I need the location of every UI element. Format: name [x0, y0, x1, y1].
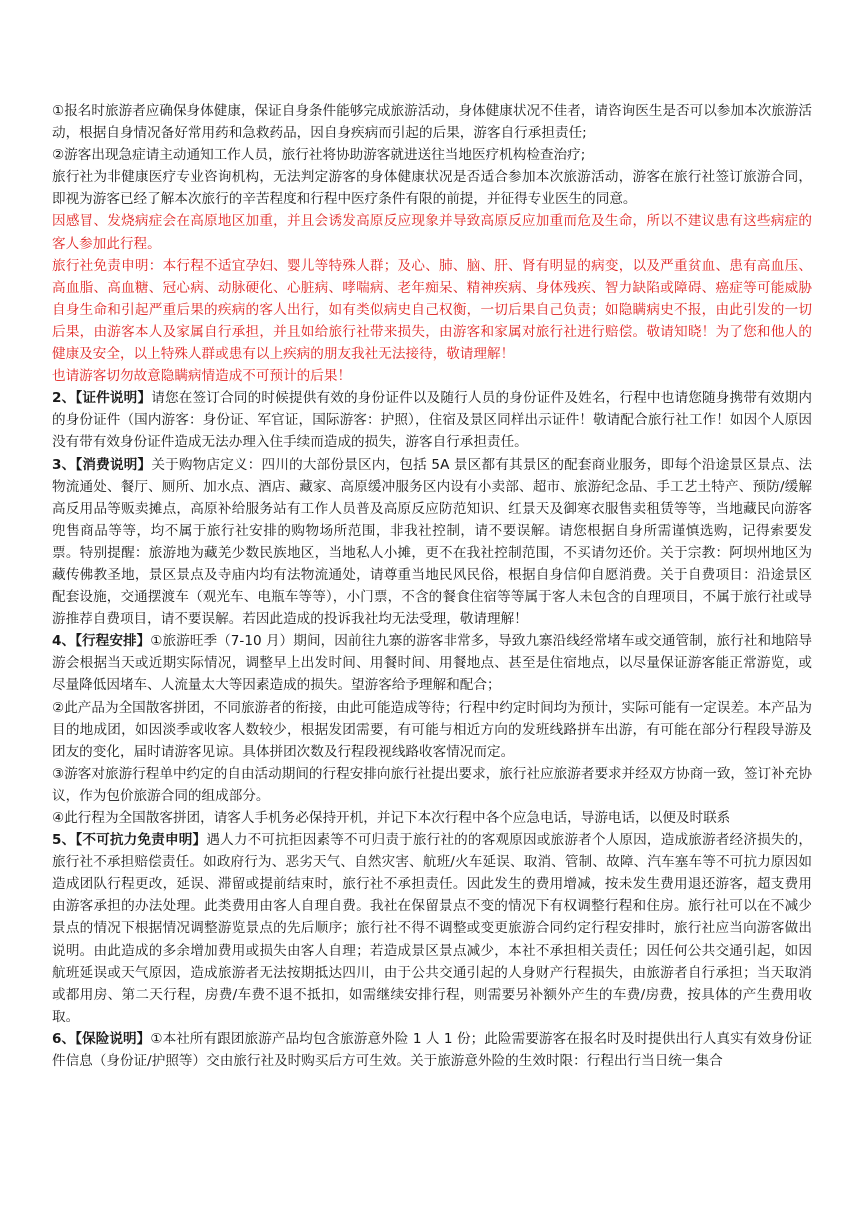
section-text: ①旅游旺季（7-10 月）期间，因前往九寨的游客非常多，导致九寨沿线经常堵车或交通管制，旅行社和地陪导游会根据当天或近期实际情况，调整早上出发时间、用餐时间、用餐地点、甚至是住宿地点，以尽量保证游客能正常游览，或尽量降低因堵车、人流量太大等因素造成的损失。望游客给予理解和配合； [52, 633, 812, 694]
section-force-majeure [52, 829, 812, 1028]
section-heading: 4、【行程安排】 [52, 633, 151, 650]
document-page [52, 100, 812, 1072]
itinerary-paragraph-3: ③游客对旅游行程单中约定的自由活动期间的行程安排向旅行社提出要求，旅行社应旅游者要求并经双方协商一致，签订补充协议，作为包价旅游合同的组成部分。 [52, 765, 812, 804]
health-paragraph-2: ②游客出现急症请主动通知工作人员，旅行社将协助游客就进送往当地医疗机构检查治疗; [52, 147, 586, 164]
section-heading: 6、【保险说明】 [52, 1030, 151, 1047]
section-heading: 5、【不可抗力免责申明】 [52, 832, 207, 849]
section-documents [52, 387, 812, 453]
section-text: 请您在签订合同的时候提供有效的身份证件以及随行人员的身份证件及姓名，行程中也请您随身携带有效期内的身份证件（国内游客：身份证、军官证，国际游客：护照），住宿及景区同样出示证件！敬请配合旅行社工作！如因个人原因没有带有效身份证件造成无法办理入住手续而造成的损失，游客自行承担责任。 [52, 390, 812, 451]
section-heading: 3、【消费说明】 [52, 456, 152, 473]
itinerary-paragraph-4: ④此行程为全国散客拼团，请客人手机务必保持开机，并记下本次行程中各个应急电话，导游电话，以便及时联系 [52, 810, 731, 826]
health-warning-3: 也请游客切勿故意隐瞒病情造成不可预计的后果！ [52, 368, 352, 385]
section-itinerary [52, 630, 812, 696]
health-paragraph-3: 旅行社为非健康医疗专业咨询机构，无法判定游客的身体健康状况是否适合参加本次旅游活动，游客在旅行社签订旅游合同，即视为游客已经了解本次旅行的辛苦程度和行程中医疗条件有限的前提，并征得专业医生的同意。 [52, 169, 812, 208]
section-text: 遇人力不可抗拒因素等不可归责于旅行社的的客观原因或旅游者个人原因，造成旅游者经济损失的，旅行社不承担赔偿责任。如政府行为、恶劣天气、自然灾害、航班/火车延误、取消、管制、故障、汽车塞车等不可抗力原因如造成团队行程更改，延误、滞留或提前结束时，旅行社不承担责任。因此发生的费用增减，按未发生费用退还游客，超支费用由游客承担的办法处理。此类费用由客人自理自费。我社在保留景点不变的情况下有权调整行程和住房。旅行社可以在不减少景点的情况下根据情况调整游览景点的先后顺序；旅行社不得不调整或变更旅游合同约定行程安排时，旅行社应当向游客做出说明。由此造成的多余增加费用或损失由客人自理；若造成景区景点减少，本社不承担相关责任；因任何公共交通引起，如因航班延误或天气原因，造成旅游者无法按期抵达四川，由于公共交通引起的人身财产行程损失，由旅游者自行承担；当天取消或都用房、第二天行程，房费/车费不退不抵扣，如需继续安排行程，则需要另补额外产生的车费/房费，按具体的产生费用收取。 [52, 832, 812, 1025]
itinerary-paragraph-2: ②此产品为全国散客拼团，不同旅游者的衔接，由此可能造成等待；行程中约定时间均为预计，实际可能有一定误差。本产品为目的地成团，如因淡季或收客人数较少，根据发团需要，有可能与相近方向的发班线路拼车出游，有可能在部分行程段导游及团友的变化，届时请游客见谅。具体拼团次数及行程段视线路收客情况而定。 [52, 699, 812, 760]
health-paragraph-1: ①报名时旅游者应确保身体健康，保证自身条件能够完成旅游活动，身体健康状况不佳者，请咨询医生是否可以参加本次旅游活动，根据自身情况备好常用药和急救药品，因自身疾病而引起的后果，游客自行承担责任; [52, 103, 812, 142]
section-insurance [52, 1028, 812, 1072]
health-warning-1: 因感冒、发烧病症会在高原地区加重，并且会诱发高原反应现象并导致高原反应加重而危及生命，所以不建议患有这些病症的客人参加此行程。 [52, 213, 812, 252]
disclaimer-warning: 旅行社免责申明：本行程不适宜孕妇、婴儿等特殊人群；及心、肺、脑、肝、肾有明显的病变，以及严重贫血、患有高血压、高血脂、高血糖、冠心病、动脉硬化、心脏病、哮喘病、老年痴呆、精神疾病、身体残疾、智力缺陷或障碍、癌症等可能威胁自身生命和引起严重后果的疾病的客人出行，如有类似病史自己权衡，一切后果自己负责；如隐瞒病史不报，由此引发的一切后果，由游客本人及家属自行承担，并且如给旅行社带来损失，由游客和家属对旅行社进行赔偿。敬请知晓！为了您和他人的健康及安全，以上特殊人群或患有以上疾病的朋友我社无法接待，敬请理解！ [52, 257, 812, 363]
section-text: 关于购物店定义：四川的大部份景区内，包括 5A 景区都有其景区的配套商业服务，即每个沿途景区景点、法物流通处、餐厅、厕所、加水点、酒店、藏家、高原缓冲服务区内设有小卖部、超市、旅游纪念品、手工艺土特产、预防/缓解高反用品等贩卖摊点，高原补给服务站有工作人员普及高原反应防范知识、红景天及御寒衣服售卖租赁等等，当地藏民向游客兜售商品等等，均不属于旅行社安排的购物场所范围，非我社控制，请不要误解。请您根据自身所需谨慎选购，记得索要发票。特别提醒：旅游地为藏羌少数民族地区，当地私人小摊，更不在我社控制范围，不买请勿还价。关于宗教：阿坝州地区为藏传佛教圣地，景区景点及寺庙内均有法物流通处，请尊重当地民风民俗，根据自身信仰自愿消费。关于自费项目：沿途景区配套设施，交通摆渡车（观光车、电瓶车等等），小门票，不含的餐食住宿等等属于客人未包含的自理项目，不属于旅行社或导游推荐自费项目，请不要误解。若因此造成的投诉我社均无法受理，敬请理解！ [52, 456, 812, 628]
section-consumption [52, 454, 812, 631]
section-text: ①本社所有跟团旅游产品均包含旅游意外险 1 人 1 份；此险需要游客在报名时及时提供出行人真实有效身份证件信息（身份证/护照等）交由旅行社及时购买后方可生效。关于旅游意外险的生效时限：行程出行当日统一集合 [52, 1030, 812, 1070]
section-heading: 2、【证件说明】 [52, 390, 152, 407]
